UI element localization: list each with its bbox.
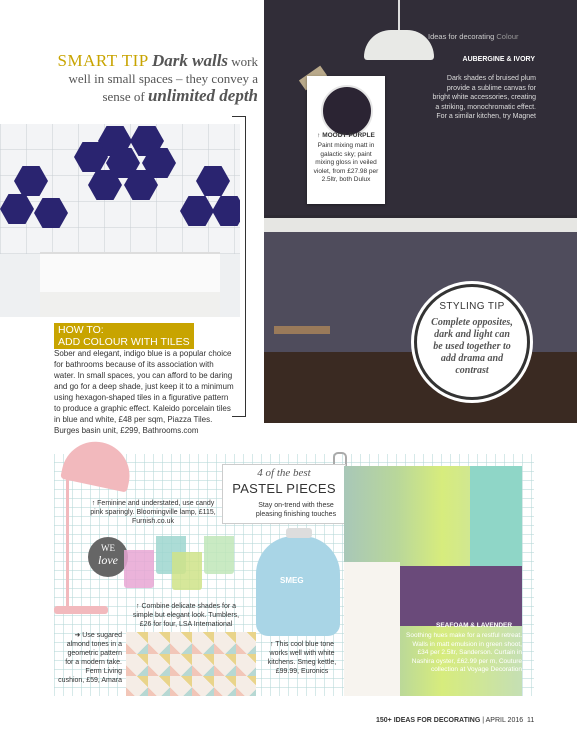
smart-tip [48,52,258,105]
kettle-caption: ↑ This cool blue tone works well with white kitchens. Smeg kettle, £99.99, Euronics [267,641,337,675]
seafoam-body: Soothing hues make for a restful retreat. Walls in matt emulsion in green shoot, £34 per 2.5ltr, Sanderson. Curtain in Nashira oyster, £62.99 per m, Couture collection at Voyage Decoration [406,632,522,673]
paint-swatch-card [307,76,385,204]
white-shelf [344,562,400,696]
rule-tick [232,416,246,417]
aubergine-body: Dark shades of bruised plum provide a sublime canvas for bright white accessories, creating a striking, monochromatic effect. For a similar kitchen, try Magnet [432,75,536,120]
we-love-line-1: WE [101,543,115,553]
tumblers-caption: ↑ Combine delicate shades for a simple but elegant look. Tumblers, £26 for four, LSA International [132,603,240,628]
we-love-badge [88,537,128,577]
seafoam-heading: SEAFOAM & LAVENDER [436,622,513,629]
section-label [428,32,518,41]
pink-lamp-base [54,606,108,614]
tumbler-lime [172,552,202,590]
kettle-lid [286,528,312,538]
basin-unit [40,292,220,317]
smart-tip-text: work well in small spaces – they convey a sense of [68,54,258,104]
geometric-cushion [126,632,256,696]
basin [40,252,220,294]
vertical-rule [245,116,246,416]
aubergine-heading: AUBERGINE & IVORY [462,56,535,63]
pink-lamp-pole [66,470,69,610]
tumbler-pink [124,550,154,588]
bathroom-tiles-photo [0,124,240,317]
paint-swatch [321,85,373,137]
howto-line-2: ADD COLOUR WITH TILES [58,336,190,348]
footer-title: 150+ IDEAS FOR DECORATING [376,717,481,724]
howto-label [54,323,194,349]
cushion-caption: ➜ Use sugared almond tones in a geometric pattern for a modern take. Ferm Living cushion, £59, Amara [58,632,122,684]
smart-tip-lead: SMART TIP [57,51,149,70]
pastel-title: PASTEL PIECES [232,481,336,496]
section-label-sub: Colour [496,32,519,41]
rule-tick [232,116,246,117]
page-footer: 150+ IDEAS FOR DECORATING | APRIL 2016 11 [376,717,535,724]
howto-line-1: HOW TO: [58,324,104,336]
bed [398,566,522,626]
smeg-logo: SMEG [280,576,304,585]
stool [274,326,330,334]
section-label-main: Ideas for decorating [428,32,495,41]
page-number: 11 [527,717,535,724]
swatch-body: Paint mixing matt in galactic sky; paint mixing gloss in veiled violet, from £27.98 per 2.5ltr, both Dulux [313,142,379,183]
pastel-subtitle: Stay on-trend with these pleasing finishing touches [255,502,337,518]
smart-tip-emphasis-2: unlimited depth [147,86,258,105]
tumbler-mint [204,536,234,574]
lamp-cord [398,0,400,32]
we-love-line-2: love [98,553,118,567]
howto-body: Sober and elegant, indigo blue is a popular choice for bathrooms because of its association with water. In small spaces, you can afford to be daring and go for a deep shade, just keep it to a minimum using hexagon-shaped tiles in a figurative pattern to produce a graphic effect. Kaleido porcelain tiles in blue and white, £48 per sqm, Piazza Tiles. Burges basin unit, £299, Bathrooms.com [54,349,234,435]
smart-tip-emphasis: Dark walls [151,51,229,70]
smeg-kettle [256,536,340,636]
styling-tip-badge [414,284,530,400]
pastel-best: 4 of the best [257,467,311,479]
worktop [264,218,577,232]
styling-tip-heading: STYLING TIP [439,301,505,312]
footer-issue: APRIL 2016 [485,717,524,724]
lamp-caption: ↑ Feminine and understated, use candy pink sparingly. Bloomingville lamp, £115, Furnish.co.uk [90,500,216,525]
styling-tip-body: Complete opposites, dark and light can be used together to add drama and contrast [431,317,513,376]
swatch-heading: ↑ MOODY PURPLE [317,132,375,139]
